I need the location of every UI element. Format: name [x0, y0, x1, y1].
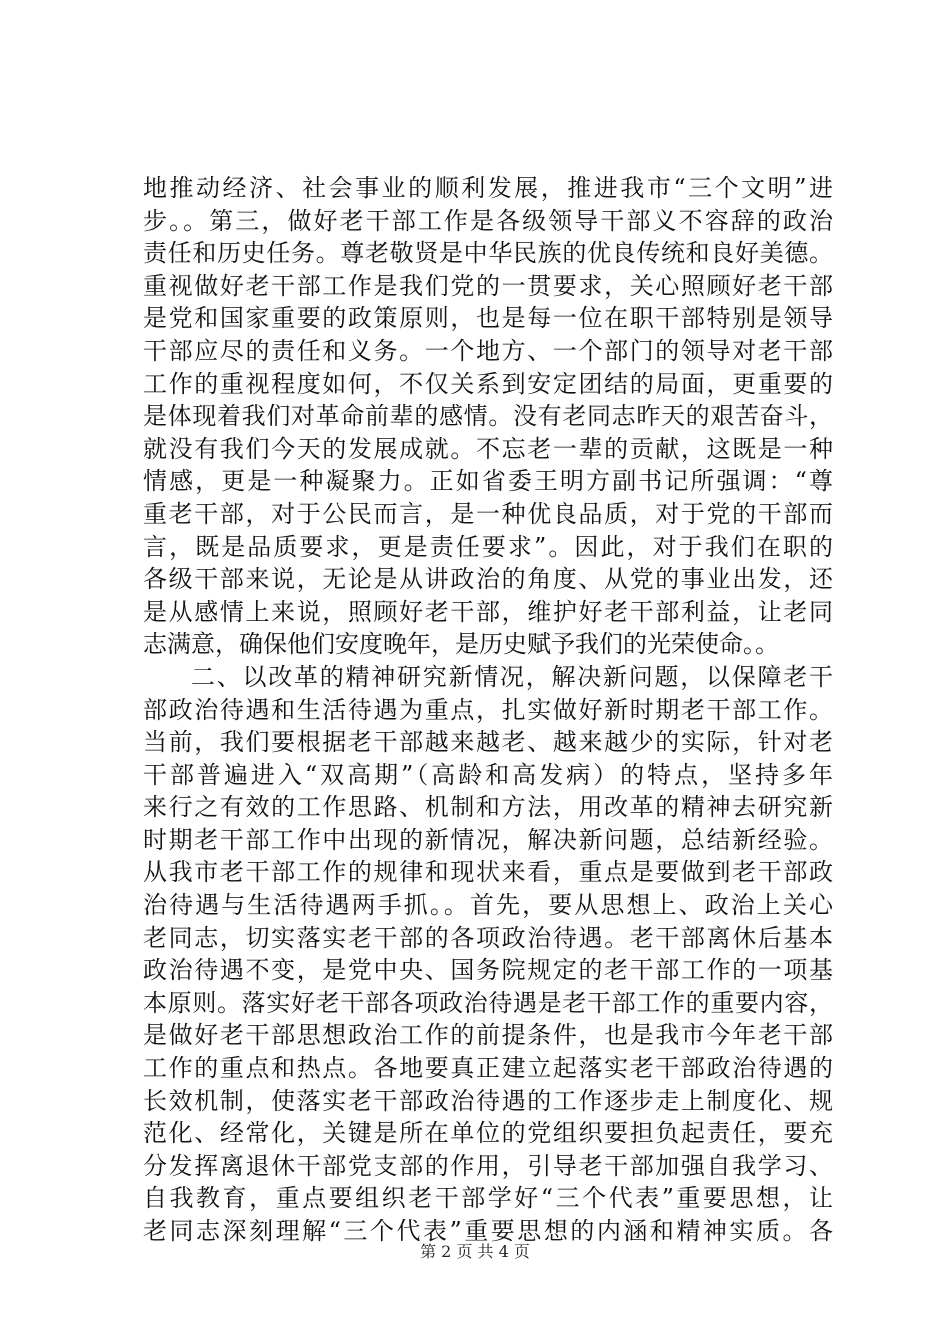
text-line: 分发挥离退休干部党支部的作用，引导老干部加强自我学习、 — [143, 1151, 833, 1180]
text-line: 志满意，确保他们安度晚年，是历史赋予我们的光荣使命。。 — [143, 630, 779, 659]
text-line: 是体现着我们对革命前辈的感情。没有老同志昨天的艰苦奋斗， — [143, 402, 833, 431]
text-line: 工作的重视程度如何，不仅关系到安定团结的局面，更重要的 — [143, 369, 833, 398]
text-line: 工作的重点和热点。各地要真正建立起落实老干部政治待遇的 — [143, 1054, 833, 1083]
text-line: 老同志，切实落实老干部的各项政治待遇。老干部离休后基本 — [143, 923, 833, 952]
text-line: 长效机制，使落实老干部政治待遇的工作逐步走上制度化、规 — [143, 1086, 833, 1115]
text-line: 自我教育，重点要组织老干部学好“三个代表”重要思想，让 — [143, 1184, 833, 1213]
text-line: 干部普遍进入“双高期”（高龄和高发病）的特点，坚持多年 — [143, 760, 833, 789]
text-line: 本原则。落实好老干部各项政治待遇是老干部工作的重要内容， — [143, 988, 833, 1017]
section-heading-line: 二、以改革的精神研究新情况，解决新问题，以保障老干 — [191, 662, 833, 691]
text-line: 各级干部来说，无论是从讲政治的角度、从党的事业出发，还 — [143, 565, 833, 594]
text-line: 部政治待遇和生活待遇为重点，扎实做好新时期老干部工作。 — [143, 695, 833, 724]
text-line: 言，既是品质要求，更是责任要求”。因此，对于我们在职的 — [143, 532, 833, 561]
text-line: 重老干部，对于公民而言，是一种优良品质，对于党的干部而 — [143, 499, 833, 528]
text-line: 干部应尽的责任和义务。一个地方、一个部门的领导对老干部 — [143, 336, 833, 365]
page-footer — [0, 1242, 950, 1262]
text-line: 时期老干部工作中出现的新情况，解决新问题，总结新经验。 — [143, 825, 833, 854]
text-line: 政治待遇不变，是党中央、国务院规定的老干部工作的一项基 — [143, 956, 833, 985]
text-line: 责任和历史任务。尊老敬贤是中华民族的优良传统和良好美德。 — [143, 239, 833, 268]
text-line: 情感，更是一种凝聚力。正如省委王明方副书记所强调：“尊 — [143, 467, 833, 496]
text-line: 是党和国家重要的政策原则，也是每一位在职干部特别是领导 — [143, 304, 833, 333]
text-line: 治待遇与生活待遇两手抓。。首先，要从思想上、政治上关心 — [143, 891, 833, 920]
text-line: 范化、经常化，关键是所在单位的党组织要担负起责任，要充 — [143, 1119, 833, 1148]
text-line: 从我市老干部工作的规律和现状来看，重点是要做到老干部政 — [143, 858, 833, 887]
text-line: 重视做好老干部工作是我们党的一贯要求，关心照顾好老干部 — [143, 271, 833, 300]
page-number: 第 2 页 共 4 页 — [420, 1242, 530, 1261]
text-line: 步。。第三，做好老干部工作是各级领导干部义不容辞的政治 — [143, 206, 833, 235]
text-line: 是做好老干部思想政治工作的前提条件，也是我市今年老干部 — [143, 1021, 833, 1050]
text-line: 是从感情上来说，照顾好老干部，维护好老干部利益，让老同 — [143, 597, 833, 626]
text-line: 地推动经济、社会事业的顺利发展，推进我市“三个文明”进 — [143, 174, 833, 202]
body-text — [143, 172, 833, 1248]
text-line: 老同志深刻理解“三个代表”重要思想的内涵和精神实质。各 — [143, 1217, 833, 1245]
text-line: 来行之有效的工作思路、机制和方法，用改革的精神去研究新 — [143, 793, 833, 822]
text-line: 当前，我们要根据老干部越来越老、越来越少的实际，针对老 — [143, 728, 833, 757]
text-line: 就没有我们今天的发展成就。不忘老一辈的贡献，这既是一种 — [143, 434, 833, 463]
